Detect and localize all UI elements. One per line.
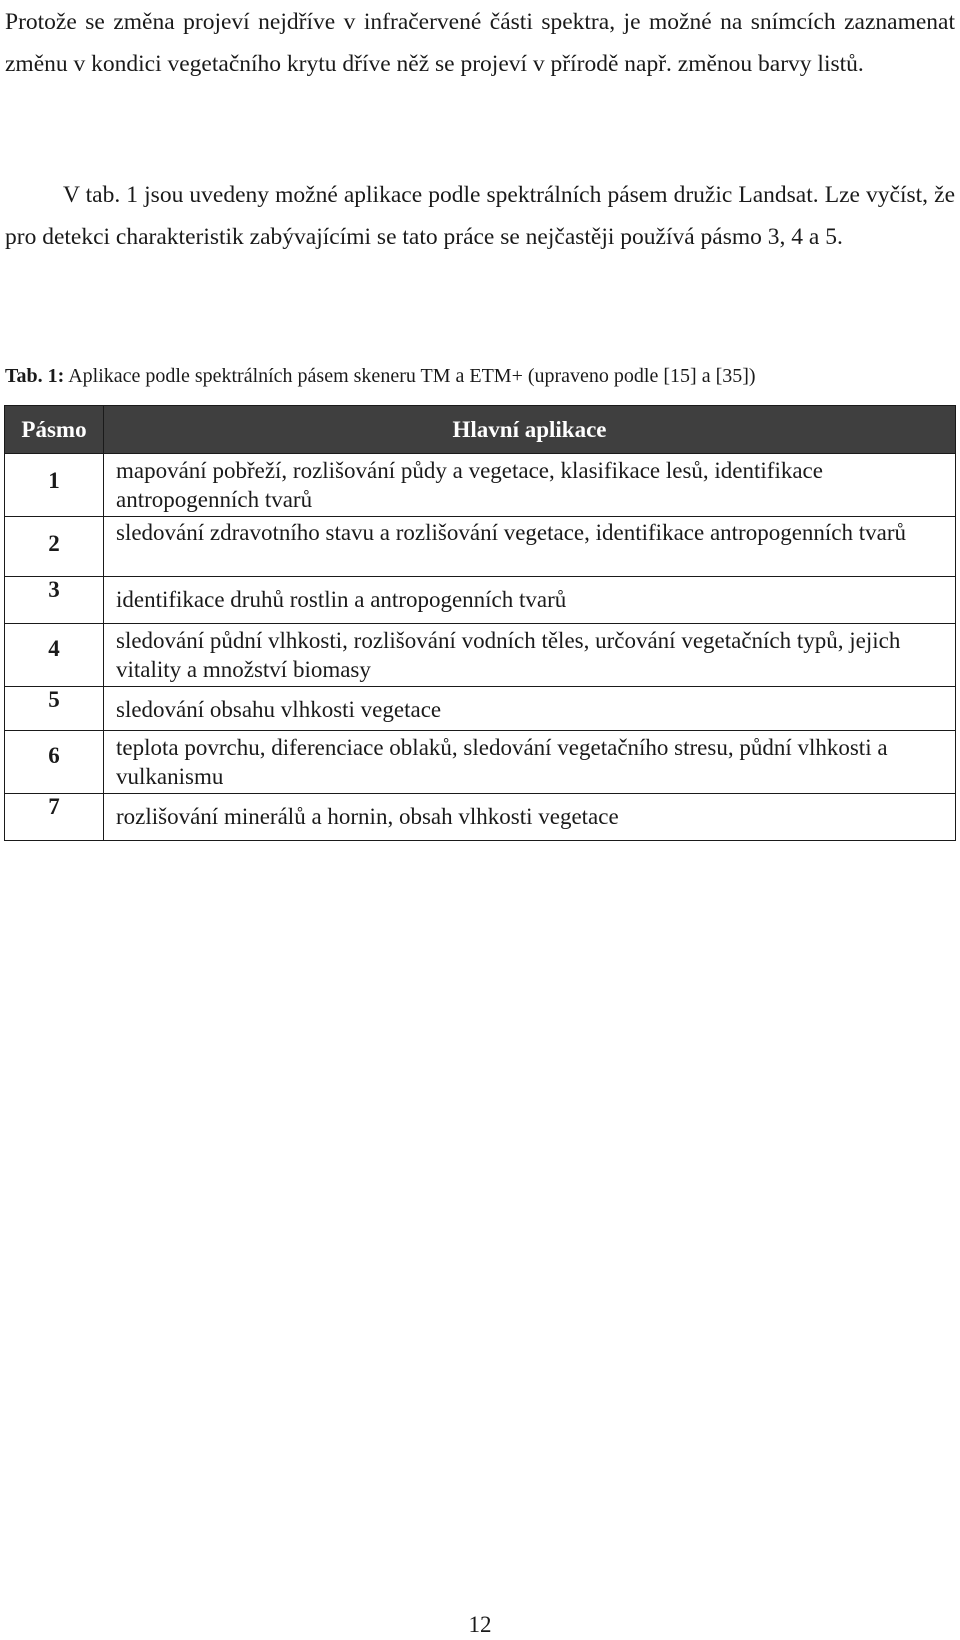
band-cell xyxy=(5,794,104,841)
table-caption xyxy=(5,362,756,390)
band-number: 3 xyxy=(48,577,60,602)
table-row xyxy=(5,794,956,841)
paragraph-table-intro xyxy=(5,175,955,258)
application-cell: identifikace druhů rostlin a antropogenních tvarů xyxy=(104,577,956,624)
band-number: 2 xyxy=(48,531,60,556)
table-caption-label: Tab. 1: xyxy=(5,365,65,387)
application-cell: sledování zdravotního stavu a rozlišování vegetace, identifikace antropogenních tvarů xyxy=(104,517,956,577)
application-cell: rozlišování minerálů a hornin, obsah vlhkosti vegetace xyxy=(104,794,956,841)
table-header-row xyxy=(5,406,956,454)
band-cell xyxy=(5,687,104,731)
table-row xyxy=(5,517,956,577)
band-cell xyxy=(5,577,104,624)
bands-table xyxy=(4,405,956,841)
application-cell: sledování obsahu vlhkosti vegetace xyxy=(104,687,956,731)
table-row xyxy=(5,577,956,624)
band-cell xyxy=(5,454,104,517)
application-cell: mapování pobřeží, rozlišování půdy a vegetace, klasifikace lesů, identifikace antropogenních tvarů xyxy=(104,454,956,517)
application-cell: sledování půdní vlhkosti, rozlišování vodních těles, určování vegetačních typů, jejich vitality a množství biomasy xyxy=(104,624,956,687)
page-number: 12 xyxy=(468,1612,492,1637)
application-cell: teplota povrchu, diferenciace oblaků, sledování vegetačního stresu, půdní vlhkosti a vulkanismu xyxy=(104,731,956,794)
header-band: Pásmo xyxy=(5,406,104,454)
band-number: 4 xyxy=(48,636,60,661)
table-row xyxy=(5,454,956,517)
band-cell xyxy=(5,731,104,794)
band-number: 7 xyxy=(48,794,60,819)
header-application: Hlavní aplikace xyxy=(104,406,956,454)
band-number: 6 xyxy=(48,743,60,768)
band-number: 1 xyxy=(48,468,60,493)
band-number: 5 xyxy=(48,687,60,712)
table-row xyxy=(5,731,956,794)
table-row xyxy=(5,624,956,687)
paragraph-table-intro-text: V tab. 1 jsou uvedeny možné aplikace podle spektrálních pásem družic Landsat. Lze vyčíst, že pro detekci charakteristik zabývajícími se tato práce se nejčastěji používá pásmo 3, 4 a 5. xyxy=(5,182,955,250)
band-cell xyxy=(5,624,104,687)
table-row xyxy=(5,687,956,731)
band-cell xyxy=(5,517,104,577)
table-caption-text: Aplikace podle spektrálních pásem skeneru TM a ETM+ (upraveno podle [15] a [35]) xyxy=(64,365,756,387)
paragraph-infrared: Protože se změna projeví nejdříve v infračervené části spektra, je možné na snímcích zaznamenat změnu v kondici vegetačního krytu dříve něž se projeví v přírodě např. změnou barvy listů. xyxy=(5,9,955,77)
